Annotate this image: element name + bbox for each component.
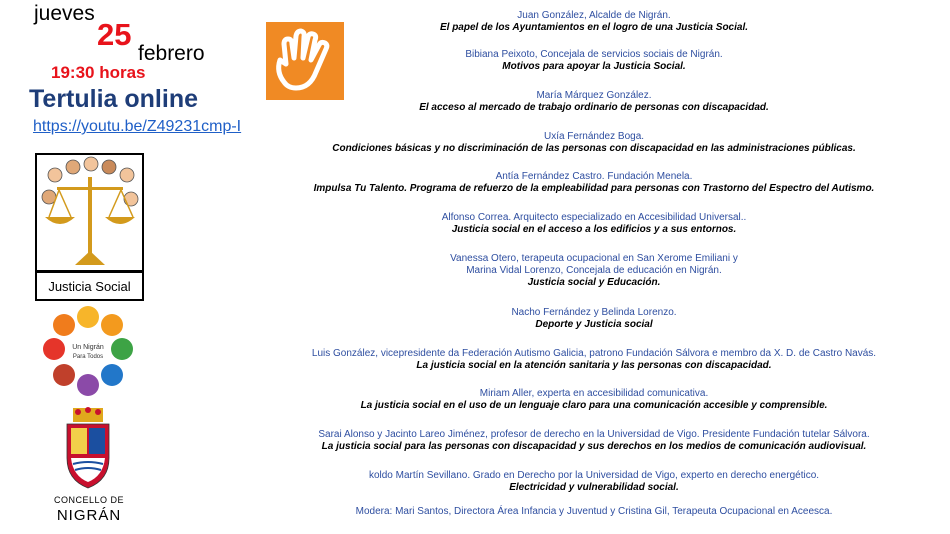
speaker-entry xyxy=(258,470,930,506)
speaker-topic: El acceso al mercado de trabajo ordinario de personas con discapacidad. xyxy=(419,102,769,113)
speaker-entry xyxy=(258,171,930,212)
speaker-topic: Electricidad y vulnerabilidad social. xyxy=(509,482,679,493)
speaker-entry xyxy=(258,307,930,348)
speaker-entry xyxy=(258,10,930,49)
speaker-topic: Motivos para apoyar la Justicia Social. xyxy=(502,61,686,72)
scales-icon xyxy=(37,155,142,270)
speaker-topic: El papel de los Ayuntamientos en el logro de una Justicia Social. xyxy=(439,22,749,33)
event-time: 19:30 horas xyxy=(51,63,146,82)
event-day-number: 25 xyxy=(97,17,132,52)
speaker-topic: Impulsa Tu Talento. Programa de refuerzo de la empleabilidad para personas con Trastorno del Espectro del Autismo. xyxy=(313,183,875,194)
speaker-name: Nacho Fernández y Belinda Lorenzo. xyxy=(511,307,677,318)
speaker-topic: La justicia social para las personas con discapacidad y sus derechos en los medios de comunicación audiovisual. xyxy=(321,441,867,452)
event-month: febrero xyxy=(138,42,205,65)
justice-scales-image xyxy=(35,153,144,272)
speaker-entry xyxy=(258,429,930,470)
nigran-label: NIGRÁN xyxy=(56,507,122,524)
moderator-entry xyxy=(258,506,930,518)
speaker-name: Miriam Aller, experta en accesibilidad comunicativa. xyxy=(479,388,709,399)
speaker-entry xyxy=(258,253,930,307)
youtube-link[interactable]: https://youtu.be/Z49231cmp-I xyxy=(33,118,242,135)
speaker-name: Sarai Alonso y Jacinto Lareo Jiménez, profesor de derecho en la Universidad de Vigo. Presidente Fundación tutelar Sálvora. xyxy=(318,429,870,440)
speaker-name: Uxía Fernández Boga. xyxy=(543,131,645,142)
speaker-name: Bibiana Peixoto, Concejala de servicios sociais de Nigrán. xyxy=(465,49,723,60)
speaker-name: Alfonso Correa. Arquitecto especializado en Accesibilidad Universal.. xyxy=(441,212,747,223)
speaker-topic: Justicia social en el acceso a los edificios y a sus entornos. xyxy=(451,224,737,235)
speaker-list xyxy=(258,10,930,518)
speaker-entry xyxy=(258,388,930,429)
un-nigran-para-todos-logo xyxy=(42,305,134,397)
speaker-entry xyxy=(258,90,930,131)
speaker-entry xyxy=(258,348,930,388)
speaker-entry xyxy=(258,212,930,253)
logo-text-1: Un Nigrán xyxy=(72,344,104,351)
speaker-name: Antía Fernández Castro. Fundación Menela. xyxy=(495,171,693,182)
logo-text-2: Para Todos xyxy=(72,354,104,360)
speaker-topic: Deporte y Justicia social xyxy=(535,319,653,330)
speaker-name: koldo Martín Sevillano. Grado en Derecho por la Universidad de Vigo, experto en derecho energético. xyxy=(368,470,820,481)
speaker-name: Vanessa Otero, terapeuta ocupacional en San Xerome Emiliani y xyxy=(450,253,738,264)
concello-label: CONCELLO DE xyxy=(53,495,125,505)
moderator-text: Modera: Mari Santos, Directora Área Infancia y Juventud y Cristina Gil, Terapeuta Ocupacional en Aceesca. xyxy=(355,506,833,517)
speaker-entry xyxy=(258,49,930,90)
speaker-name: María Márquez González. xyxy=(536,90,652,101)
speaker-entry xyxy=(258,131,930,171)
speaker-topic: Justicia social y Educación. xyxy=(527,277,661,288)
speaker-topic: Condiciones básicas y no discriminación de las personas con discapacidad en las administraciones públicas. xyxy=(332,143,856,154)
nigran-coat-of-arms xyxy=(63,406,113,490)
speaker-topic: La justicia social en el uso de un lenguaje claro para una comunicación accesible y comprensible. xyxy=(360,400,828,411)
speaker-name: Luis González, vicepresidente da Federación Autismo Galicia, patrono Fundación Sálvora e membro da X. D. de Castro Navás. xyxy=(311,348,877,359)
event-day-word: jueves xyxy=(34,2,95,25)
speaker-name: Marina Vidal Lorenzo, Concejala de educación en Nigrán. xyxy=(466,265,722,276)
justice-social-label: Justicia Social xyxy=(35,271,144,301)
event-title: Tertulia online xyxy=(29,85,198,113)
speaker-name: Juan González, Alcalde de Nigrán. xyxy=(517,10,671,21)
speaker-topic: La justicia social en la atención sanitaria y las personas con discapacidad. xyxy=(416,360,772,371)
